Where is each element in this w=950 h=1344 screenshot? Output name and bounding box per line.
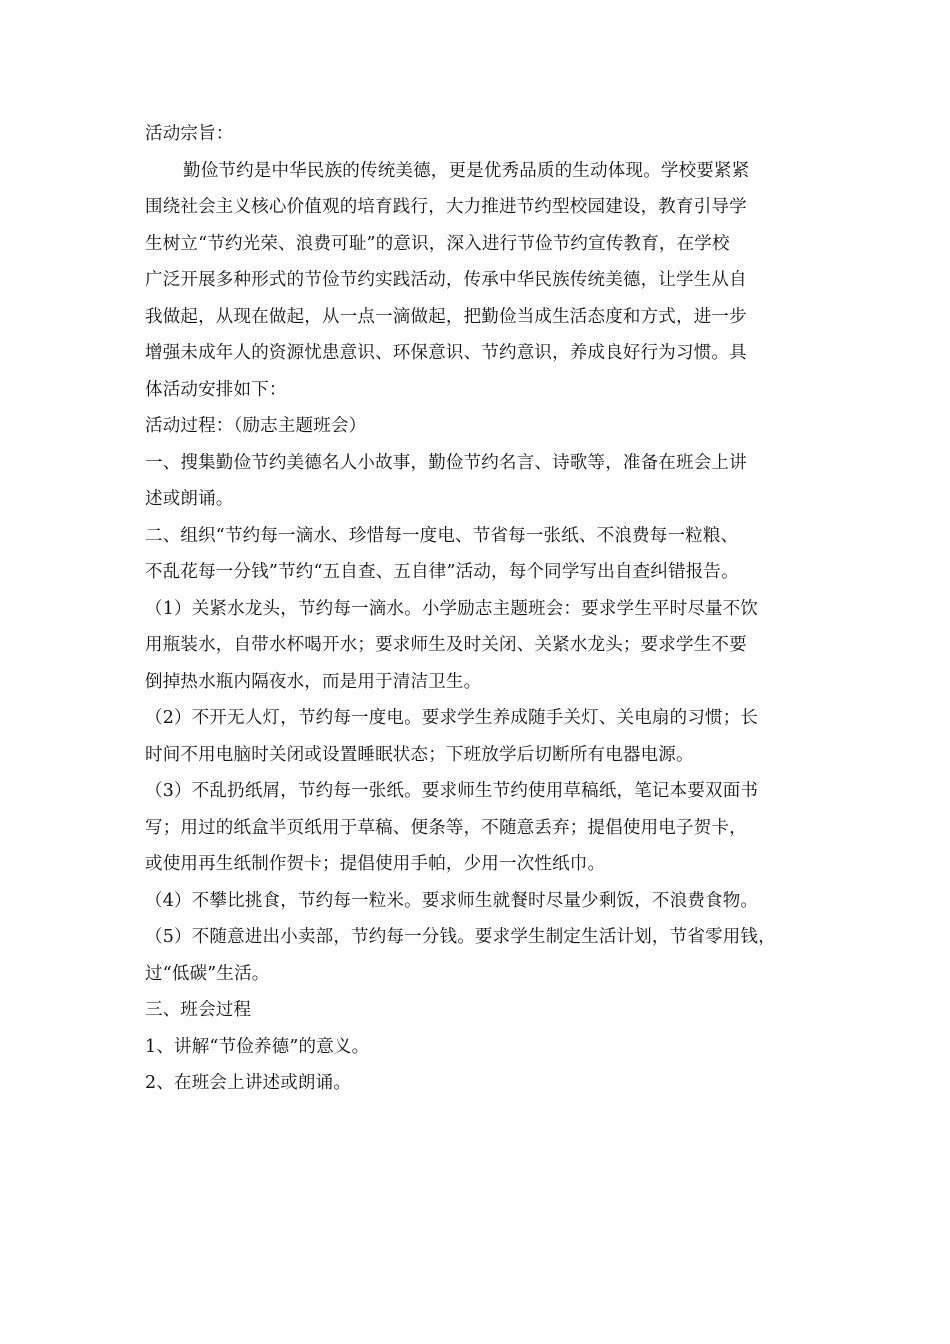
text-line: 我做起，从现在做起，从一点一滴做起，把勤俭当成生活态度和方式，进一步 [145,306,747,327]
document-body [145,116,815,1102]
text-line: 1、讲解“节俭养德”的意义。 [145,1036,370,1057]
text-line: 生树立“节约光荣、浪费可耻”的意识，深入进行节俭节约宣传教育，在学校 [145,233,730,254]
text-line: 一、搜集勤俭节约美德名人小故事，勤俭节约名言、诗歌等，准备在班会上讲 [145,452,747,473]
text-line: 活动宗旨： [145,124,234,144]
text-line: （1）关紧水龙头，节约每一滴水。小学励志主题班会：要求学生平时尽量不饮 [145,598,759,619]
text-line: 过“低碳”生活。 [145,963,270,984]
text-line: 广泛开展多种形式的节俭节约实践活动，传承中华民族传统美德，让学生从自 [145,270,747,290]
text-line: 围绕社会主义核心价值观的培育践行，大力推进节约型校园建设，教育引导学 [145,197,747,217]
text-line: 2、在班会上讲述或朗诵。 [145,1073,352,1093]
text-line: 体活动安排如下： [145,379,287,400]
text-line: 或使用再生纸制作贺卡；提倡使用手帕，少用一次性纸巾。 [145,854,606,874]
text-line: 不乱花每一分钱”节约“五自查、五自律”活动，每个同学写出自查纠错报告。 [145,562,739,582]
text-line: （2）不开无人灯，节约每一度电。要求学生养成随手关灯、关电扇的习惯；长 [145,708,759,728]
text-line: （3）不乱扔纸屑，节约每一张纸。要求师生节约使用草稿纸，笔记本要双面书 [145,781,759,801]
text-line: 活动过程：（励志主题班会） [145,416,367,436]
text-line: 三、班会过程 [145,1000,252,1020]
text-line: （5）不随意进出小卖部，节约每一分钱。要求学生制定生活计划，节省零用钱， [145,927,776,947]
text-line: 勤俭节约是中华民族的传统美德，更是优秀品质的生动体现。学校要紧紧 [183,160,750,181]
text-line: 二、组织“节约每一滴水、珍惜每一度电、节省每一张纸、不浪费每一粒粮、 [145,525,739,546]
text-line: 增强未成年人的资源忧患意识、环保意识、节约意识，养成良好行为习惯。具 [145,343,747,363]
text-line: 用瓶装水，自带水杯喝开水；要求师生及时关闭、关紧水龙头；要求学生不要 [145,635,747,655]
text-line: 述或朗诵。 [145,489,234,509]
text-line: 倒掉热水瓶内隔夜水，而是用于清洁卫生。 [145,671,482,692]
text-line: 写；用过的纸盒半页纸用于草稿、便条等，不随意丢弃；提倡使用电子贺卡， [145,817,747,838]
text-line: 时间不用电脑时关闭或设置睡眠状态；下班放学后切断所有电器电源。 [145,744,694,765]
text-line: （4）不攀比挑食，节约每一粒米。要求师生就餐时尽量少剩饭，不浪费食物。 [145,890,759,911]
